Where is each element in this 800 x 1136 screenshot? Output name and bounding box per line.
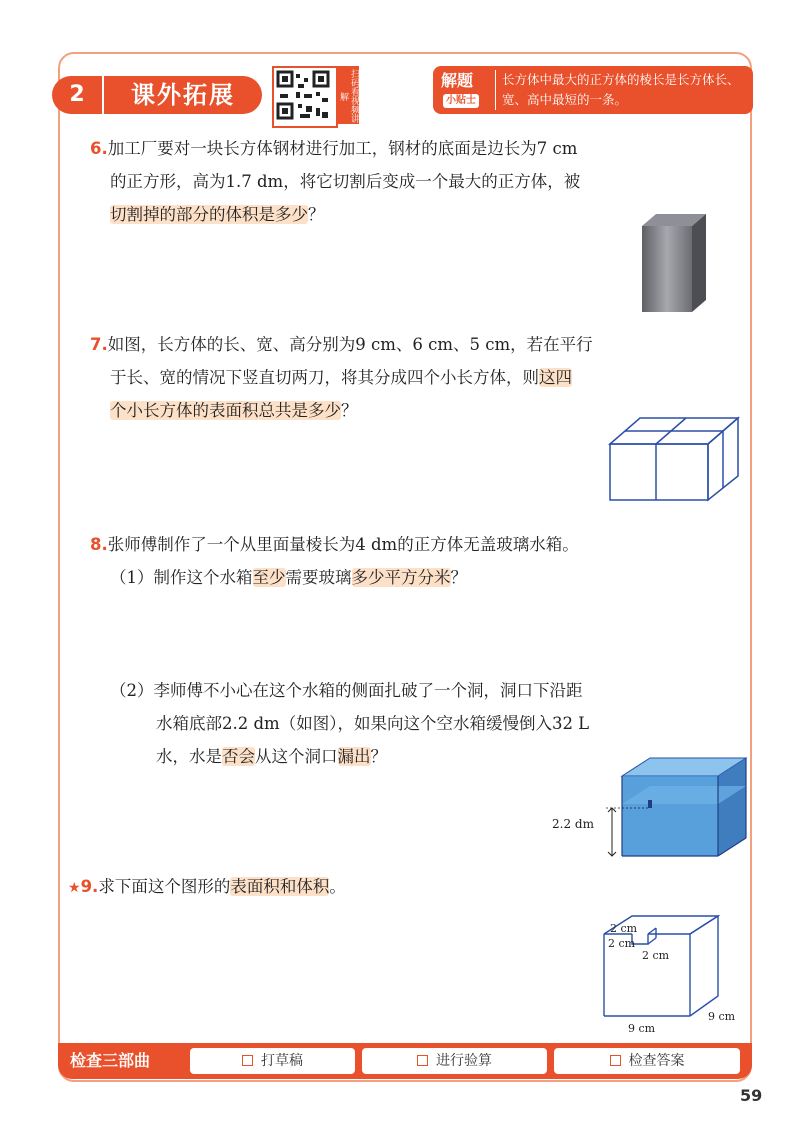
question-text: 水，水是: [156, 747, 222, 766]
question-text: ？: [308, 205, 325, 224]
question-number: 9.: [80, 877, 99, 896]
tip-text: 长方体中最大的正方体的棱长是长方体长、宽、高中最短的一条。: [502, 72, 740, 107]
notched-cube-figure: [590, 912, 750, 1036]
question-number: 7.: [90, 335, 108, 354]
question-highlight: 漏出: [337, 747, 371, 766]
tip-divider: [495, 70, 496, 110]
question-text: 李师傅不小心在这个水箱的侧面扎破了一个洞，洞口下沿距: [153, 681, 583, 700]
cuboid-cut-figure: [606, 414, 742, 504]
question-9: [68, 870, 728, 905]
question-highlight: 否会: [222, 747, 255, 766]
question-text: 从这个洞口: [255, 747, 338, 766]
question-text: 的正方形，高为1.7 dm，将它切割后变成一个最大的正方体，被: [110, 172, 581, 191]
check-step-label: 打草稿: [261, 1053, 303, 1069]
question-number: 8.: [90, 535, 108, 554]
notch-left-label: 2 cm: [608, 937, 636, 950]
question-text: ？: [450, 568, 467, 587]
tip-title: 解题: [441, 71, 474, 90]
page-number: 59: [740, 1086, 763, 1105]
question-8-part-1: [110, 561, 750, 594]
check-step-label: 进行验算: [436, 1053, 492, 1069]
question-text: ？: [341, 401, 358, 420]
notch-top-label: 2 cm: [610, 922, 638, 935]
width-label: 9 cm: [708, 1010, 736, 1023]
checkbox-icon[interactable]: [610, 1055, 621, 1066]
question-highlight: 表面积和体积: [230, 877, 330, 896]
question-text: 张师傅制作了一个从里面量棱长为4 dm的正方体无盖玻璃水箱。: [107, 535, 579, 554]
question-text: 。: [329, 877, 346, 896]
check-step-verify[interactable]: [362, 1048, 547, 1074]
section-number-badge: 2: [52, 76, 102, 114]
question-text: 加工厂要对一块长方体钢材进行加工，钢材的底面是边长为7 cm: [107, 139, 578, 158]
checkbox-icon[interactable]: [242, 1055, 253, 1066]
question-highlight: 这四: [539, 368, 572, 387]
steel-block-figure: [636, 210, 714, 314]
tip-subtitle: 小贴士: [443, 94, 479, 108]
question-number: 6.: [90, 139, 108, 158]
qr-side-label: 扫码看视频讲解: [337, 66, 359, 124]
question-text: 如图，长方体的长、宽、高分别为9 cm、6 cm、5 cm，若在平行: [107, 335, 593, 354]
height-label: 2.2 dm: [552, 817, 594, 831]
question-8: [90, 528, 750, 561]
part-number: （2）: [110, 681, 154, 700]
length-label: 9 cm: [628, 1022, 656, 1035]
question-text: ？: [370, 747, 387, 766]
question-highlight: 切割掉的部分的体积是多少: [110, 205, 308, 224]
star-icon: ★: [68, 880, 81, 896]
question-7: [90, 328, 750, 427]
check-step-label: 检查答案: [628, 1053, 685, 1069]
question-text: 于长、宽的情况下竖直切两刀，将其分成四个小长方体，则: [110, 368, 539, 387]
check-steps-title: 检查三部曲: [70, 1051, 151, 1070]
check-step-answer[interactable]: [554, 1048, 740, 1074]
question-text: 制作这个水箱: [153, 568, 253, 587]
question-text: 需要玻璃: [285, 568, 352, 587]
check-step-draft[interactable]: [190, 1048, 355, 1074]
section-title: 课外拓展: [104, 76, 262, 114]
notch-depth-label: 2 cm: [642, 949, 670, 962]
checkbox-icon[interactable]: [417, 1055, 428, 1066]
qr-code-icon[interactable]: [272, 66, 338, 128]
question-highlight: 多少平方分米: [351, 568, 451, 587]
question-text: 求下面这个图形的: [98, 877, 231, 896]
glass-tank-figure: [550, 756, 750, 862]
part-number: （1）: [110, 568, 154, 587]
question-highlight: 至少: [252, 568, 286, 587]
question-highlight: 个小长方体的表面积总共是多少: [110, 401, 341, 420]
question-text: 水箱底部2.2 dm（如图），如果向这个空水箱缓慢倒入32 L: [156, 714, 590, 733]
